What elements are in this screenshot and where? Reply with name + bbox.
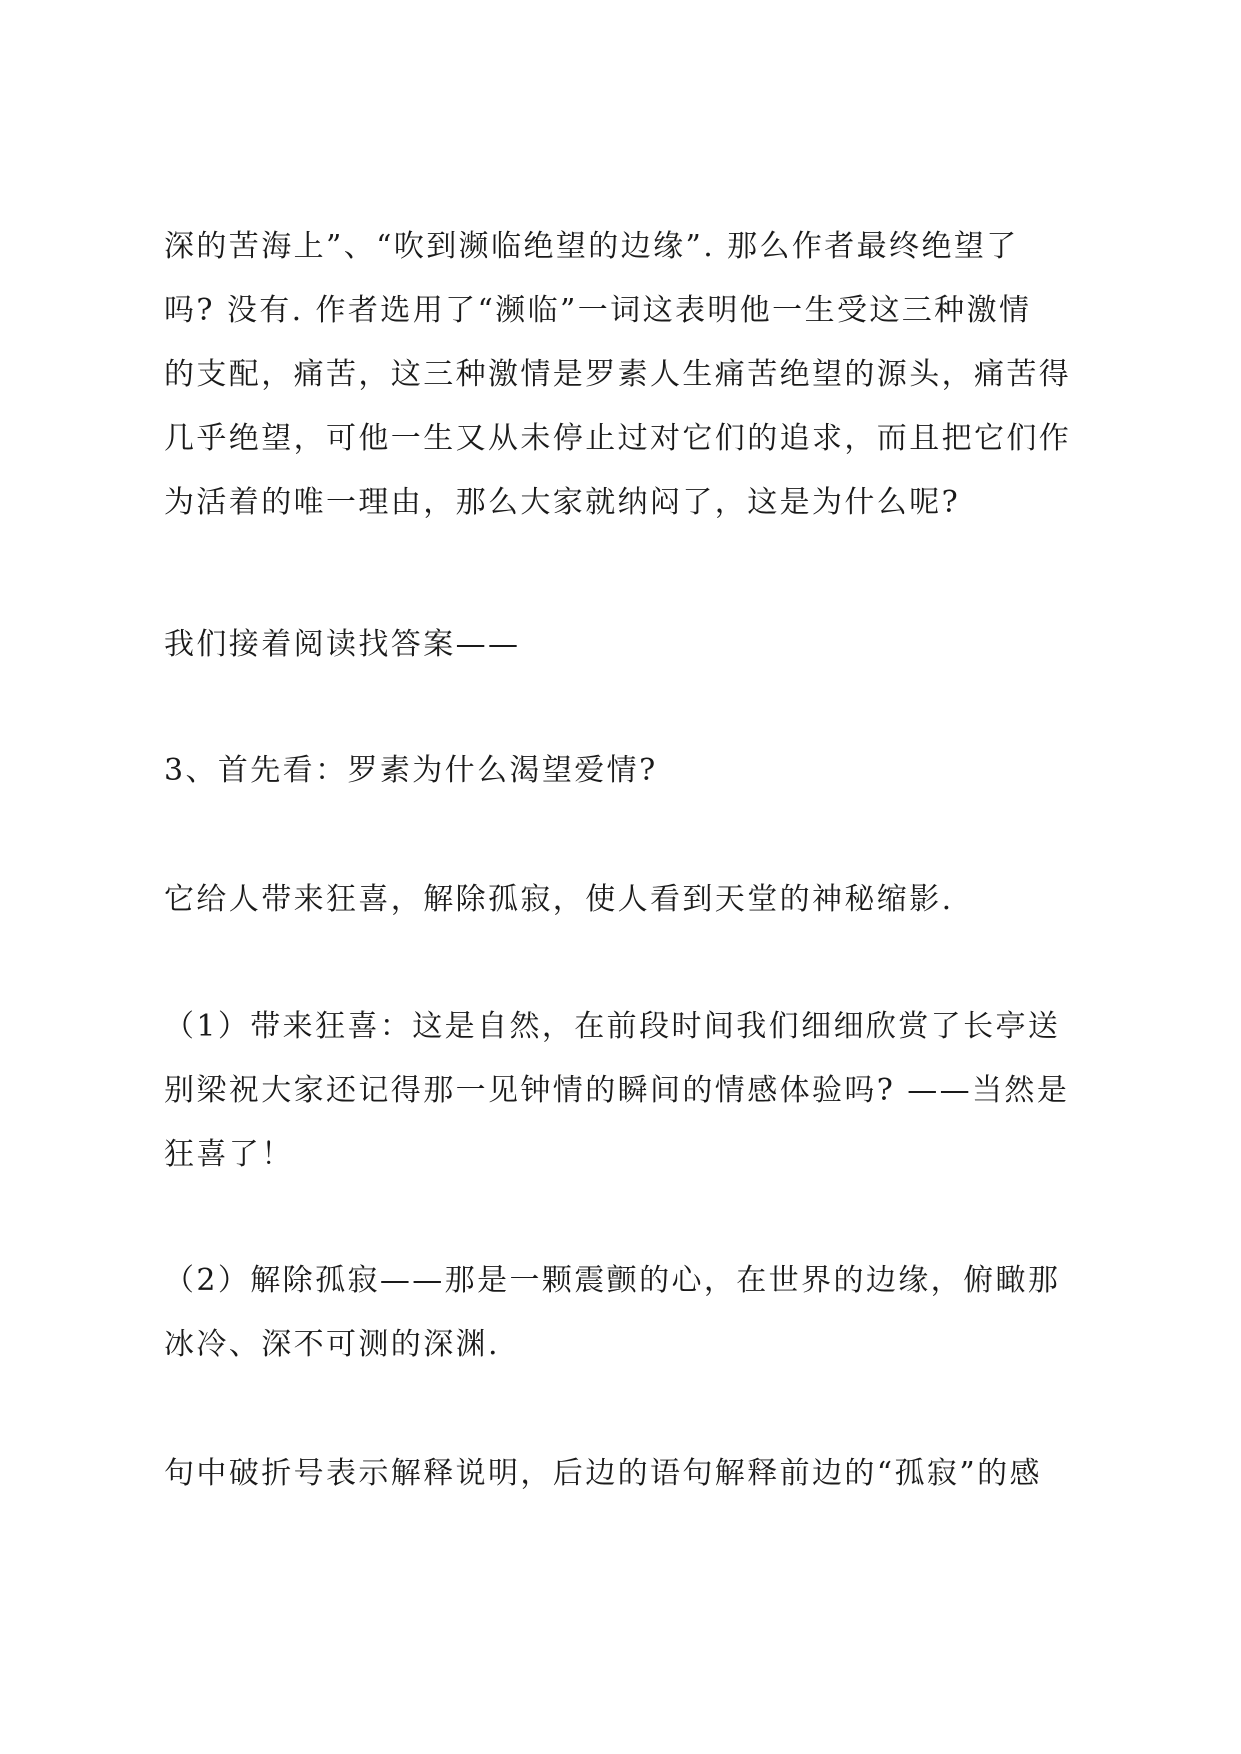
text-line: 狂喜了！ (164, 1137, 294, 1172)
text-line: 几乎绝望，可他一生又从未停止过对它们的追求，而且把它们作 (164, 421, 1072, 456)
paragraph-7 (164, 1442, 1089, 1506)
text-line: 深的苦海上”、“吹到濒临绝望的边缘”. 那么作者最终绝望了 (164, 229, 1019, 264)
text-line: 我们接着阅读找答案—— (164, 627, 521, 662)
text-line: 3、首先看：罗素为什么渴望爱情? (164, 753, 658, 788)
text-line: 吗? 没有. 作者选用了“濒临”一词这表明他一生受这三种激情 (164, 293, 1032, 328)
paragraph-1 (164, 215, 1089, 535)
paragraph-2 (164, 613, 1089, 677)
text-line: 冰冷、深不可测的深渊. (164, 1327, 500, 1362)
text-line: 为活着的唯一理由，那么大家就纳闷了，这是为什么呢? (164, 485, 961, 520)
paragraph-5 (164, 995, 1089, 1187)
paragraph-6 (164, 1249, 1089, 1377)
paragraph-4 (164, 868, 1089, 932)
text-line: （2）解除孤寂——那是一颗震颤的心，在世界的边缘，俯瞰那 (164, 1263, 1061, 1298)
text-line: 它给人带来狂喜，解除孤寂，使人看到天堂的神秘缩影. (164, 882, 954, 917)
text-line: 句中破折号表示解释说明，后边的语句解释前边的“孤寂”的感 (164, 1456, 1042, 1491)
text-line: （1）带来狂喜：这是自然，在前段时间我们细细欣赏了长亭送 (164, 1009, 1061, 1044)
paragraph-3-heading (164, 739, 1089, 803)
text-line: 的支配，痛苦，这三种激情是罗素人生痛苦绝望的源头，痛苦得 (164, 357, 1072, 392)
text-line: 别梁祝大家还记得那一见钟情的瞬间的情感体验吗? ——当然是 (164, 1073, 1070, 1108)
